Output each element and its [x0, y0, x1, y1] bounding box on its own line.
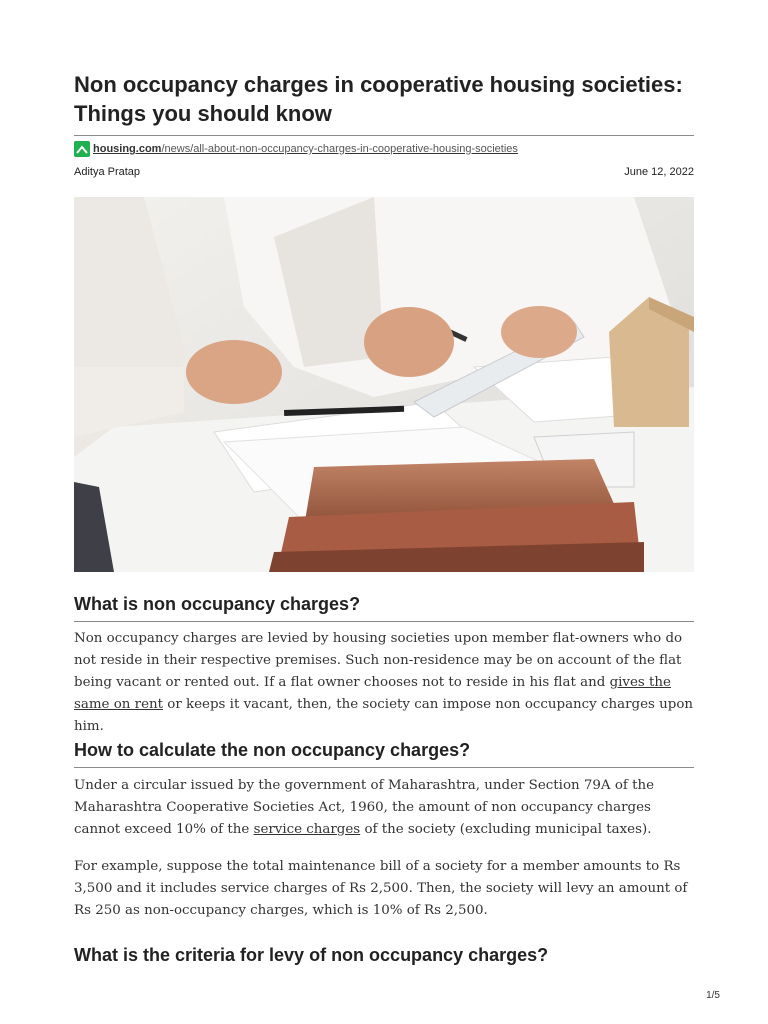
page-number: 1/5: [706, 990, 720, 1001]
rent-link[interactable]: gives the same on rent: [74, 675, 671, 712]
author-name: Aditya Pratap: [74, 166, 141, 178]
section-paragraph: Non occupancy charges are levied by housing societies upon member flat-owners who do not reside in their respective premises. Such non-residence may be on account of the flat being vacant or rented out. If a flat owner chooses not to reside in his flat and gives the same on rent or keeps it vacant, then, the society can impose non occupancy charges upon him.: [74, 631, 694, 734]
article-meta: [74, 166, 694, 178]
section-heading: What is non occupancy charges?: [74, 594, 361, 614]
example-paragraph: For example, suppose the total maintenance bill of a society for a member amounts to Rs 3,500 and it includes service charges of Rs 2,500. Then, the society will levy an amount of Rs 250 as non-occupancy charges, which is 10% of Rs 2,500.: [74, 859, 688, 918]
source-line: [74, 140, 518, 158]
title-divider: [74, 135, 694, 136]
housing-logo-icon: [74, 141, 90, 157]
hero-image: [74, 197, 694, 572]
section-paragraph: Under a circular issued by the government of Maharashtra, under Section 79A of the Maharashtra Cooperative Societies Act, 1960, the amount of non occupancy charges cannot exceed 10% of the service charges of the society (excluding municipal taxes).: [74, 778, 655, 837]
service-charges-link[interactable]: service charges: [253, 822, 361, 837]
article-title: Non occupancy charges in cooperative housing societies: Things you should know: [74, 72, 683, 126]
source-link[interactable]: housing.com/news/all-about-non-occupancy-charges-in-cooperative-housing-societies: [93, 143, 518, 155]
section-divider: [74, 767, 694, 768]
section-heading: What is the criteria for levy of non occupancy charges?: [74, 945, 549, 965]
publish-date: June 12, 2022: [624, 166, 694, 178]
section-divider: [74, 621, 694, 622]
section-heading: How to calculate the non occupancy charges?: [74, 740, 471, 760]
